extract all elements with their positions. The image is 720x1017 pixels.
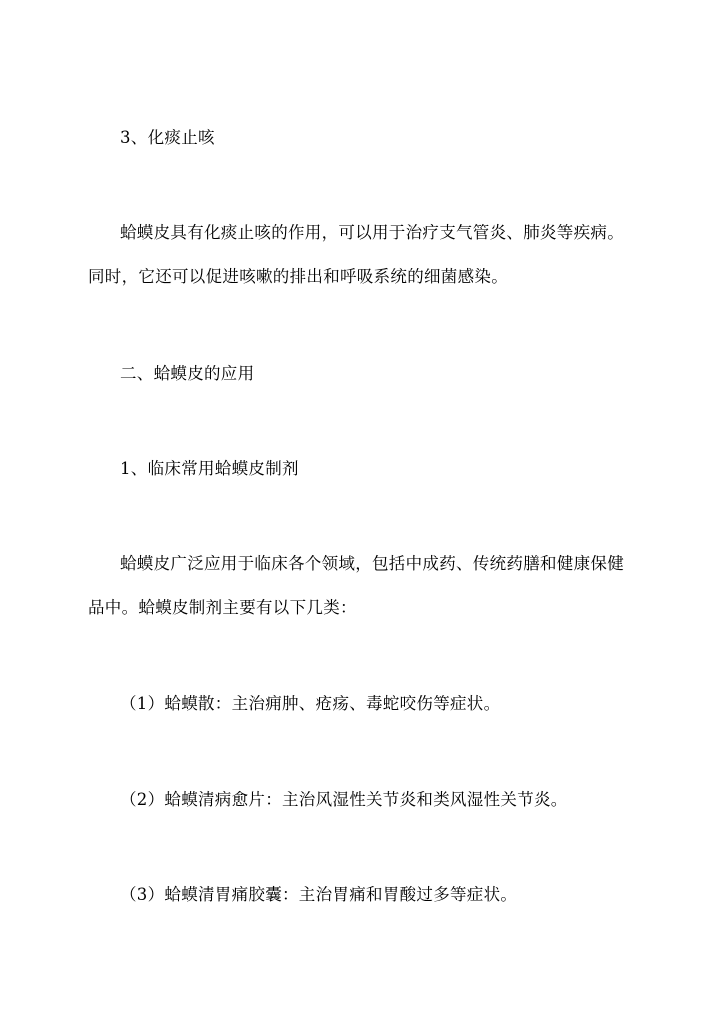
paragraph-preparations-line-1: 蛤蟆皮广泛应用于临床各个领域，包括中成药、传统药膳和健康保健 (120, 554, 624, 573)
section-heading-clinical-preparations: 1、临床常用蛤蟆皮制剂 (120, 459, 299, 478)
paragraph-expectorant-line-2: 同时，它还可以促进咳嗽的排出和呼吸系统的细菌感染。 (88, 267, 508, 286)
paragraph-expectorant-line-1: 蛤蟆皮具有化痰止咳的作用，可以用于治疗支气管炎、肺炎等疾病。 (120, 223, 624, 242)
chapter-heading-applications: 二、蛤蟆皮的应用 (120, 364, 255, 383)
list-item-1: （1）蛤蟆散：主治痈肿、疮疡、毒蛇咬伤等症状。 (120, 694, 501, 713)
section-heading-expectorant: 3、化痰止咳 (120, 128, 215, 147)
paragraph-preparations-line-2: 品中。蛤蟆皮制剂主要有以下几类： (88, 598, 357, 617)
list-item-3: （3）蛤蟆清胃痛胶囊：主治胃痛和胃酸过多等症状。 (120, 885, 518, 904)
list-item-2: （2）蛤蟆清病愈片：主治风湿性关节炎和类风湿性关节炎。 (120, 790, 568, 809)
